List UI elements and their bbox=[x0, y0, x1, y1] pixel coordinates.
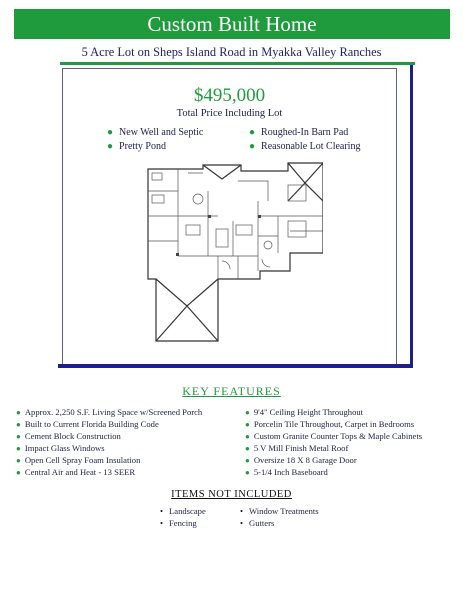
key-feature-item: ● Custom Granite Counter Tops & Maple Cabinets bbox=[245, 431, 423, 441]
not-included-title: ITEMS NOT INCLUDED bbox=[171, 489, 292, 500]
key-feature-item: ● Porcelin Tile Throughout, Carpet in Bedrooms bbox=[245, 419, 415, 429]
page-title: Custom Built Home bbox=[147, 12, 317, 36]
not-included-item: • Window Treatments bbox=[240, 506, 319, 516]
key-feature-item: ● Central Air and Heat - 13 SEER bbox=[16, 467, 136, 477]
key-feature-item: ● Open Cell Spray Foam Insulation bbox=[16, 455, 141, 465]
bullet-icon: • bbox=[240, 506, 244, 516]
floor-plan-drawing bbox=[138, 161, 323, 349]
green-dot-icon: ● bbox=[16, 408, 21, 417]
key-feature-item: ● Oversize 18 X 8 Garage Door bbox=[245, 455, 357, 465]
title-banner bbox=[14, 9, 450, 39]
green-dot-icon: ● bbox=[245, 408, 250, 417]
key-feature-item: ● Cement Block Construction bbox=[16, 431, 121, 441]
highlight-item: ● Reasonable Lot Clearing bbox=[249, 141, 361, 152]
navy-rule bbox=[58, 364, 413, 368]
key-feature-item: ● 5 V Mill Finish Metal Roof bbox=[245, 443, 349, 453]
navy-side-rule bbox=[410, 65, 413, 367]
green-dot-icon: ● bbox=[16, 468, 21, 477]
green-dot-icon: ● bbox=[245, 456, 250, 465]
key-features-title: KEY FEATURES bbox=[182, 384, 281, 398]
bullet-icon: • bbox=[160, 518, 164, 528]
key-feature-item: ● Approx. 2,250 S.F. Living Space w/Screened Porch bbox=[16, 407, 203, 417]
not-included-item: • Gutters bbox=[240, 518, 275, 528]
price: $495,000 bbox=[193, 85, 266, 106]
key-feature-item: ● Built to Current Florida Building Code bbox=[16, 419, 159, 429]
not-included-item: • Fencing bbox=[160, 518, 197, 528]
highlight-item: ● Roughed-In Barn Pad bbox=[249, 127, 349, 138]
key-feature-item: ● 5-1/4 Inch Baseboard bbox=[245, 467, 328, 477]
price-note: Total Price Including Lot bbox=[176, 108, 283, 119]
green-dot-icon: ● bbox=[16, 420, 21, 429]
green-dot-icon: ● bbox=[107, 141, 114, 152]
green-dot-icon: ● bbox=[245, 420, 250, 429]
green-dot-icon: ● bbox=[245, 468, 250, 477]
highlight-item: ● Pretty Pond bbox=[107, 141, 166, 152]
green-dot-icon: ● bbox=[16, 444, 21, 453]
listing-box bbox=[62, 68, 397, 368]
green-dot-icon: ● bbox=[249, 127, 256, 138]
highlight-item: ● New Well and Septic bbox=[107, 127, 204, 138]
green-dot-icon: ● bbox=[16, 456, 21, 465]
key-feature-item: ● 9'4" Ceiling Height Throughout bbox=[245, 407, 364, 417]
bullet-icon: • bbox=[240, 518, 244, 528]
green-dot-icon: ● bbox=[107, 127, 114, 138]
key-feature-item: ● Impact Glass Windows bbox=[16, 443, 105, 453]
green-rule bbox=[60, 62, 415, 65]
green-dot-icon: ● bbox=[249, 141, 256, 152]
green-dot-icon: ● bbox=[245, 432, 250, 441]
bullet-icon: • bbox=[160, 506, 164, 516]
green-dot-icon: ● bbox=[16, 432, 21, 441]
not-included-item: • Landscape bbox=[160, 506, 206, 516]
green-dot-icon: ● bbox=[245, 444, 250, 453]
page-subtitle: 5 Acre Lot on Sheps Island Road in Myakka Valley Ranches bbox=[81, 45, 382, 59]
